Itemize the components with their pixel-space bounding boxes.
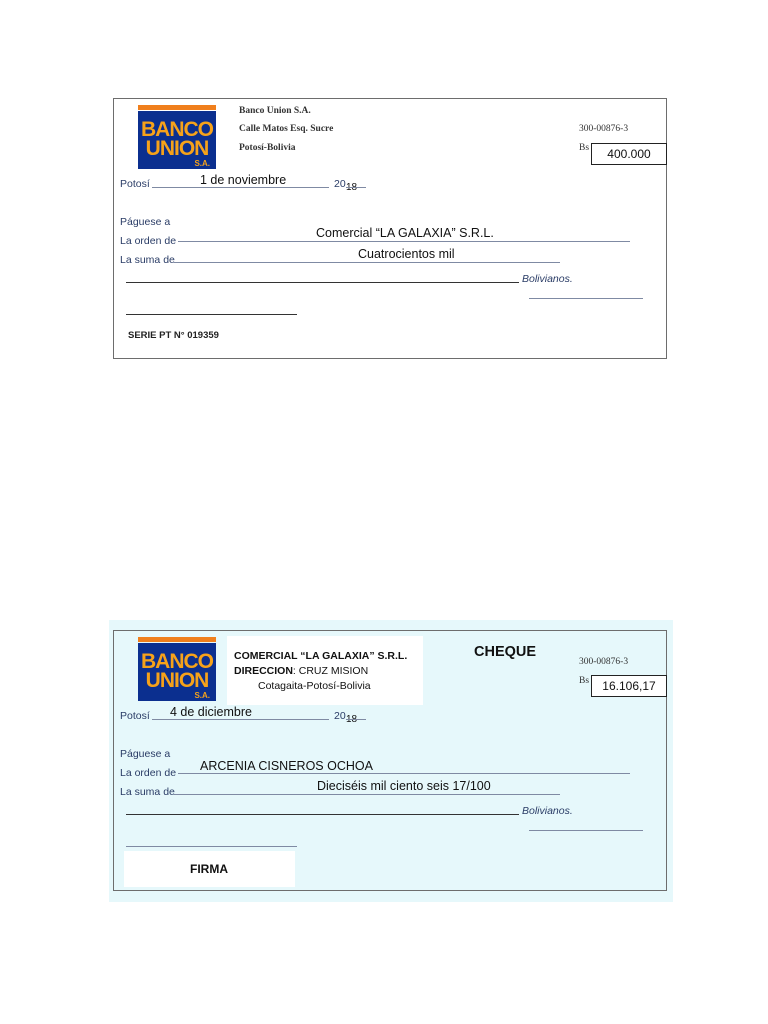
pay-label: Páguese a [120, 748, 171, 760]
company-city: Cotagaita-Potosí-Bolivia [258, 680, 371, 692]
bank-logo [138, 111, 216, 169]
year-suffix: 18 [346, 182, 358, 193]
check-2 [113, 630, 667, 891]
sum-label: La suma de [120, 786, 175, 798]
year-line [346, 719, 366, 720]
year-prefix: 20 [334, 710, 346, 722]
amount-words-line-2 [126, 814, 519, 815]
logo-word-banco: BANCO [141, 650, 213, 673]
amount-box[interactable]: 16.106,17 [591, 675, 667, 697]
bank-city: Potosí-Bolivia [239, 143, 296, 153]
logo-sa: S.A. [194, 159, 210, 168]
signature-label: FIRMA [190, 862, 228, 876]
logo-stripe [138, 637, 216, 642]
company-name: COMERCIAL “LA GALAXIA” S.R.L. [234, 650, 408, 662]
sum-line [174, 794, 560, 795]
extra-line [126, 314, 297, 315]
logo-word-union: UNION [145, 137, 209, 160]
pay-label: Páguese a [120, 216, 171, 228]
account-number: 300-00876-3 [579, 124, 629, 134]
order-label: La orden de [120, 767, 177, 779]
sum-line [174, 262, 560, 263]
bolivianos-label: Bolivianos. [522, 273, 573, 285]
date-line [152, 187, 329, 188]
cheque-title: CHEQUE [474, 644, 537, 660]
amount-words-value[interactable]: Cuatrocientos mil [358, 247, 455, 261]
year-line [346, 187, 366, 188]
year-suffix: 18 [346, 714, 358, 725]
logo-word-banco: BANCO [141, 118, 213, 141]
date-value[interactable]: 1 de noviembre [200, 173, 287, 187]
payee-value[interactable]: Comercial “LA GALAXIA” S.R.L. [316, 226, 494, 240]
currency-label: Bs [579, 676, 590, 686]
logo-stripe [138, 105, 216, 110]
logo-word-union: UNION [145, 669, 209, 692]
sum-label: La suma de [120, 254, 175, 266]
serie-number: SERIE PT N° 019359 [128, 330, 219, 341]
company-address [234, 665, 368, 677]
logo-sa: S.A. [194, 691, 210, 700]
date-value[interactable]: 4 de diciembre [170, 705, 252, 719]
currency-label: Bs [579, 143, 590, 153]
account-number: 300-00876-3 [579, 657, 629, 667]
year-prefix: 20 [334, 178, 346, 190]
address-value: : CRUZ MISION [292, 665, 369, 677]
order-line [178, 241, 630, 242]
city-label: Potosí [120, 710, 150, 722]
extra-line [126, 846, 297, 847]
amount-words-line-2 [126, 282, 519, 283]
address-label: DIRECCION [234, 665, 293, 677]
check-1 [113, 98, 667, 359]
amount-box[interactable]: 400.000 [591, 143, 667, 165]
signature-line [529, 298, 643, 299]
order-line [178, 773, 630, 774]
bank-logo [138, 643, 216, 701]
amount-words-value[interactable]: Dieciséis mil ciento seis 17/100 [317, 779, 491, 793]
date-line [152, 719, 329, 720]
order-label: La orden de [120, 235, 177, 247]
bank-name: Banco Union S.A. [239, 106, 311, 116]
signature-line [529, 830, 643, 831]
bolivianos-label: Bolivianos. [522, 805, 573, 817]
payee-value[interactable]: ARCENIA CISNEROS OCHOA [200, 759, 373, 773]
bank-address: Calle Matos Esq. Sucre [239, 124, 334, 134]
city-label: Potosí [120, 178, 150, 190]
